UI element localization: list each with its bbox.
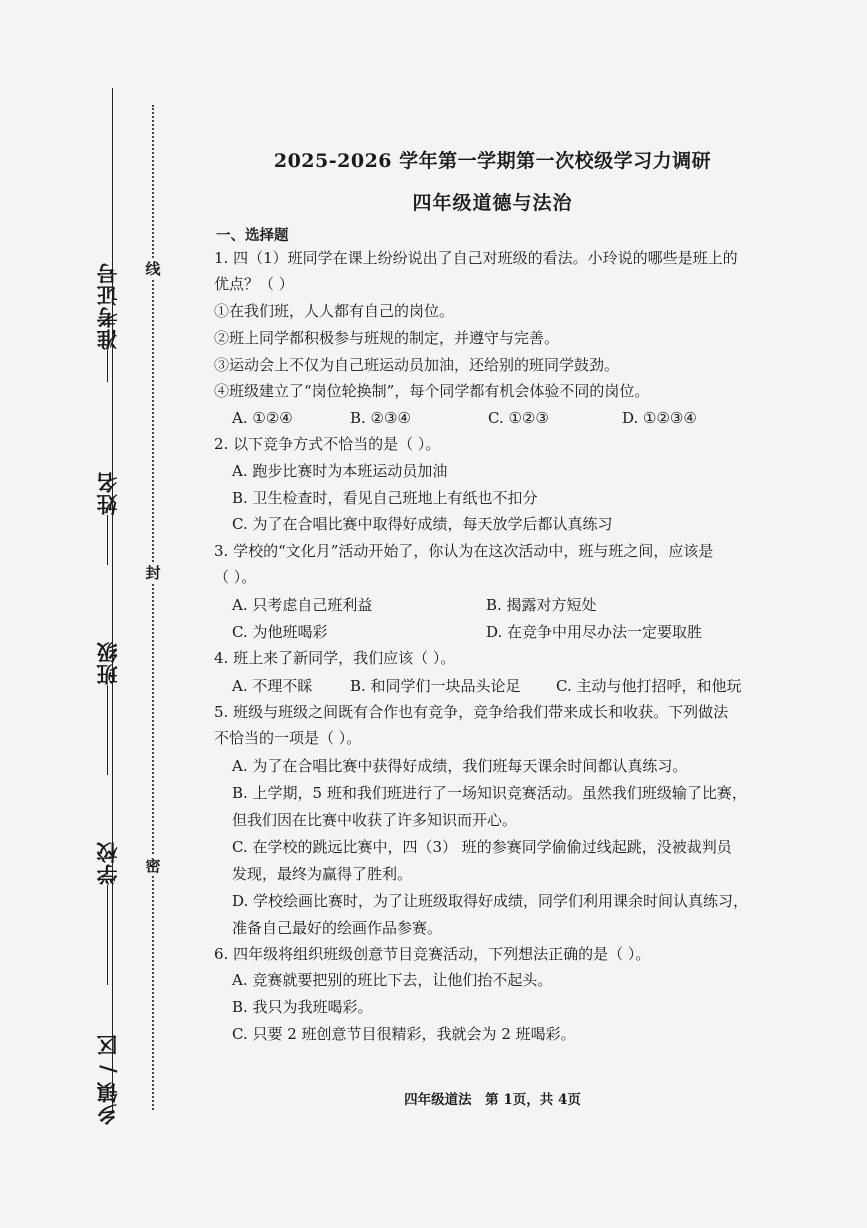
school-field: 学校 — [78, 825, 138, 985]
exam-number-field: 准考证号 — [78, 262, 138, 382]
seal-char-seal: 封 — [142, 562, 164, 583]
q1-option-d: D. ①②③④ — [622, 409, 697, 427]
q5-option-b-cont: 但我们因在比赛中收获了许多知识而开心。 — [232, 811, 518, 829]
q4-option-c: C. 主动与他打招呼，和他玩 — [556, 677, 742, 695]
q4-stem: 4. 班上来了新同学，我们应该（ ）。 — [214, 649, 456, 667]
q2-option-a: A. 跑步比赛时为本班运动员加油 — [232, 462, 448, 480]
q6-option-b: B. 我只为我班喝彩。 — [232, 998, 373, 1016]
q5-option-a: A. 为了在合唱比赛中获得好成绩，我们班每天课余时间都认真练习。 — [232, 757, 688, 775]
q6-option-c: C. 只要 2 班创意节目很精彩，我就会为 2 班喝彩。 — [232, 1025, 576, 1043]
binding-dotted-line — [152, 105, 154, 1110]
q6-stem: 6. 四年级将组织班级创意节目竞赛活动，下列想法正确的是（ ）。 — [214, 945, 651, 963]
q5-option-b: B. 上学期，5 班和我们班进行了一场知识竞赛活动。虽然我们班级输了比赛， — [232, 784, 747, 802]
exam-subtitle: 四年级道德与法治 — [412, 192, 573, 214]
q4-option-a: A. 不理不睬 — [232, 677, 313, 695]
q4-option-b: B. 和同学们一块品头论足 — [350, 677, 521, 695]
section-title: 一、选择题 — [216, 227, 289, 244]
page-footer: 四年级道法 第 1页，共 4页 — [404, 1092, 581, 1108]
exam-title: 2025-2026 学年第一学期第一次校级学习力调研 — [273, 150, 712, 172]
seal-char-line: 线 — [142, 258, 164, 279]
seal-char-secret: 密 — [142, 855, 164, 876]
q1-item: ④班级建立了“岗位轮换制”，每个同学都有机会体验不同的岗位。 — [214, 382, 650, 400]
q5-option-d-cont: 准备自己最好的绘画作品参赛。 — [232, 919, 443, 937]
q1-option-a: A. ①②④ — [232, 409, 293, 427]
q2-stem: 2. 以下竞争方式不恰当的是（ ）。 — [214, 435, 441, 453]
q5-option-c: C. 在学校的跳远比赛中，四（3） 班的参赛同学偷偷过线起跳，没被裁判员 — [232, 838, 732, 856]
q2-option-b: B. 卫生检查时，看见自己班地上有纸也不扣分 — [232, 489, 538, 507]
q1-option-b: B. ②③④ — [350, 409, 411, 427]
district-field: 乡镇 / 区 — [95, 1033, 120, 1125]
q1-option-c: C. ①②③ — [488, 409, 549, 427]
q1-stem-line1: 1. 四（1）班同学在课上纷纷说出了自己对班级的看法。小玲说的哪些是班上的 — [214, 249, 738, 267]
q5-stem-line2: 不恰当的一项是（ ）。 — [214, 729, 362, 747]
q1-stem-line2: 优点？（ ） — [214, 275, 294, 293]
q3-stem-line1: 3. 学校的“文化月”活动开始了，你认为在这次活动中，班与班之间，应该是 — [214, 542, 714, 560]
q2-option-c: C. 为了在合唱比赛中取得好成绩，每天放学后都认真练习 — [232, 515, 613, 533]
q3-option-d: D. 在竞争中用尽办法一定要取胜 — [486, 623, 703, 641]
q3-option-c: C. 为他班喝彩 — [232, 623, 328, 641]
q6-option-a: A. 竞赛就要把别的班比下去，让他们抬不起头。 — [232, 971, 553, 989]
q5-stem-line1: 5. 班级与班级之间既有合作也有竞争，竞争给我们带来成长和收获。下列做法 — [214, 703, 729, 721]
q3-stem-line2: （ ）。 — [214, 568, 257, 586]
q5-option-c-cont: 发现，最终为赢得了胜利。 — [232, 865, 413, 883]
class-field: 班级 — [78, 625, 138, 775]
name-field: 姓名 — [78, 455, 138, 565]
q1-item: ②班上同学都积极参与班规的制定，并遵守与完善。 — [214, 329, 560, 347]
q3-option-b: B. 揭露对方短处 — [486, 596, 597, 614]
q1-item: ①在我们班，人人都有自己的岗位。 — [214, 302, 455, 320]
q1-item: ③运动会上不仅为自己班运动员加油，还给别的班同学鼓劲。 — [214, 356, 620, 374]
q5-option-d: D. 学校绘画比赛时，为了让班级取得好成绩，同学们利用课余时间认真练习， — [232, 892, 749, 910]
q3-option-a: A. 只考虑自己班利益 — [232, 596, 373, 614]
